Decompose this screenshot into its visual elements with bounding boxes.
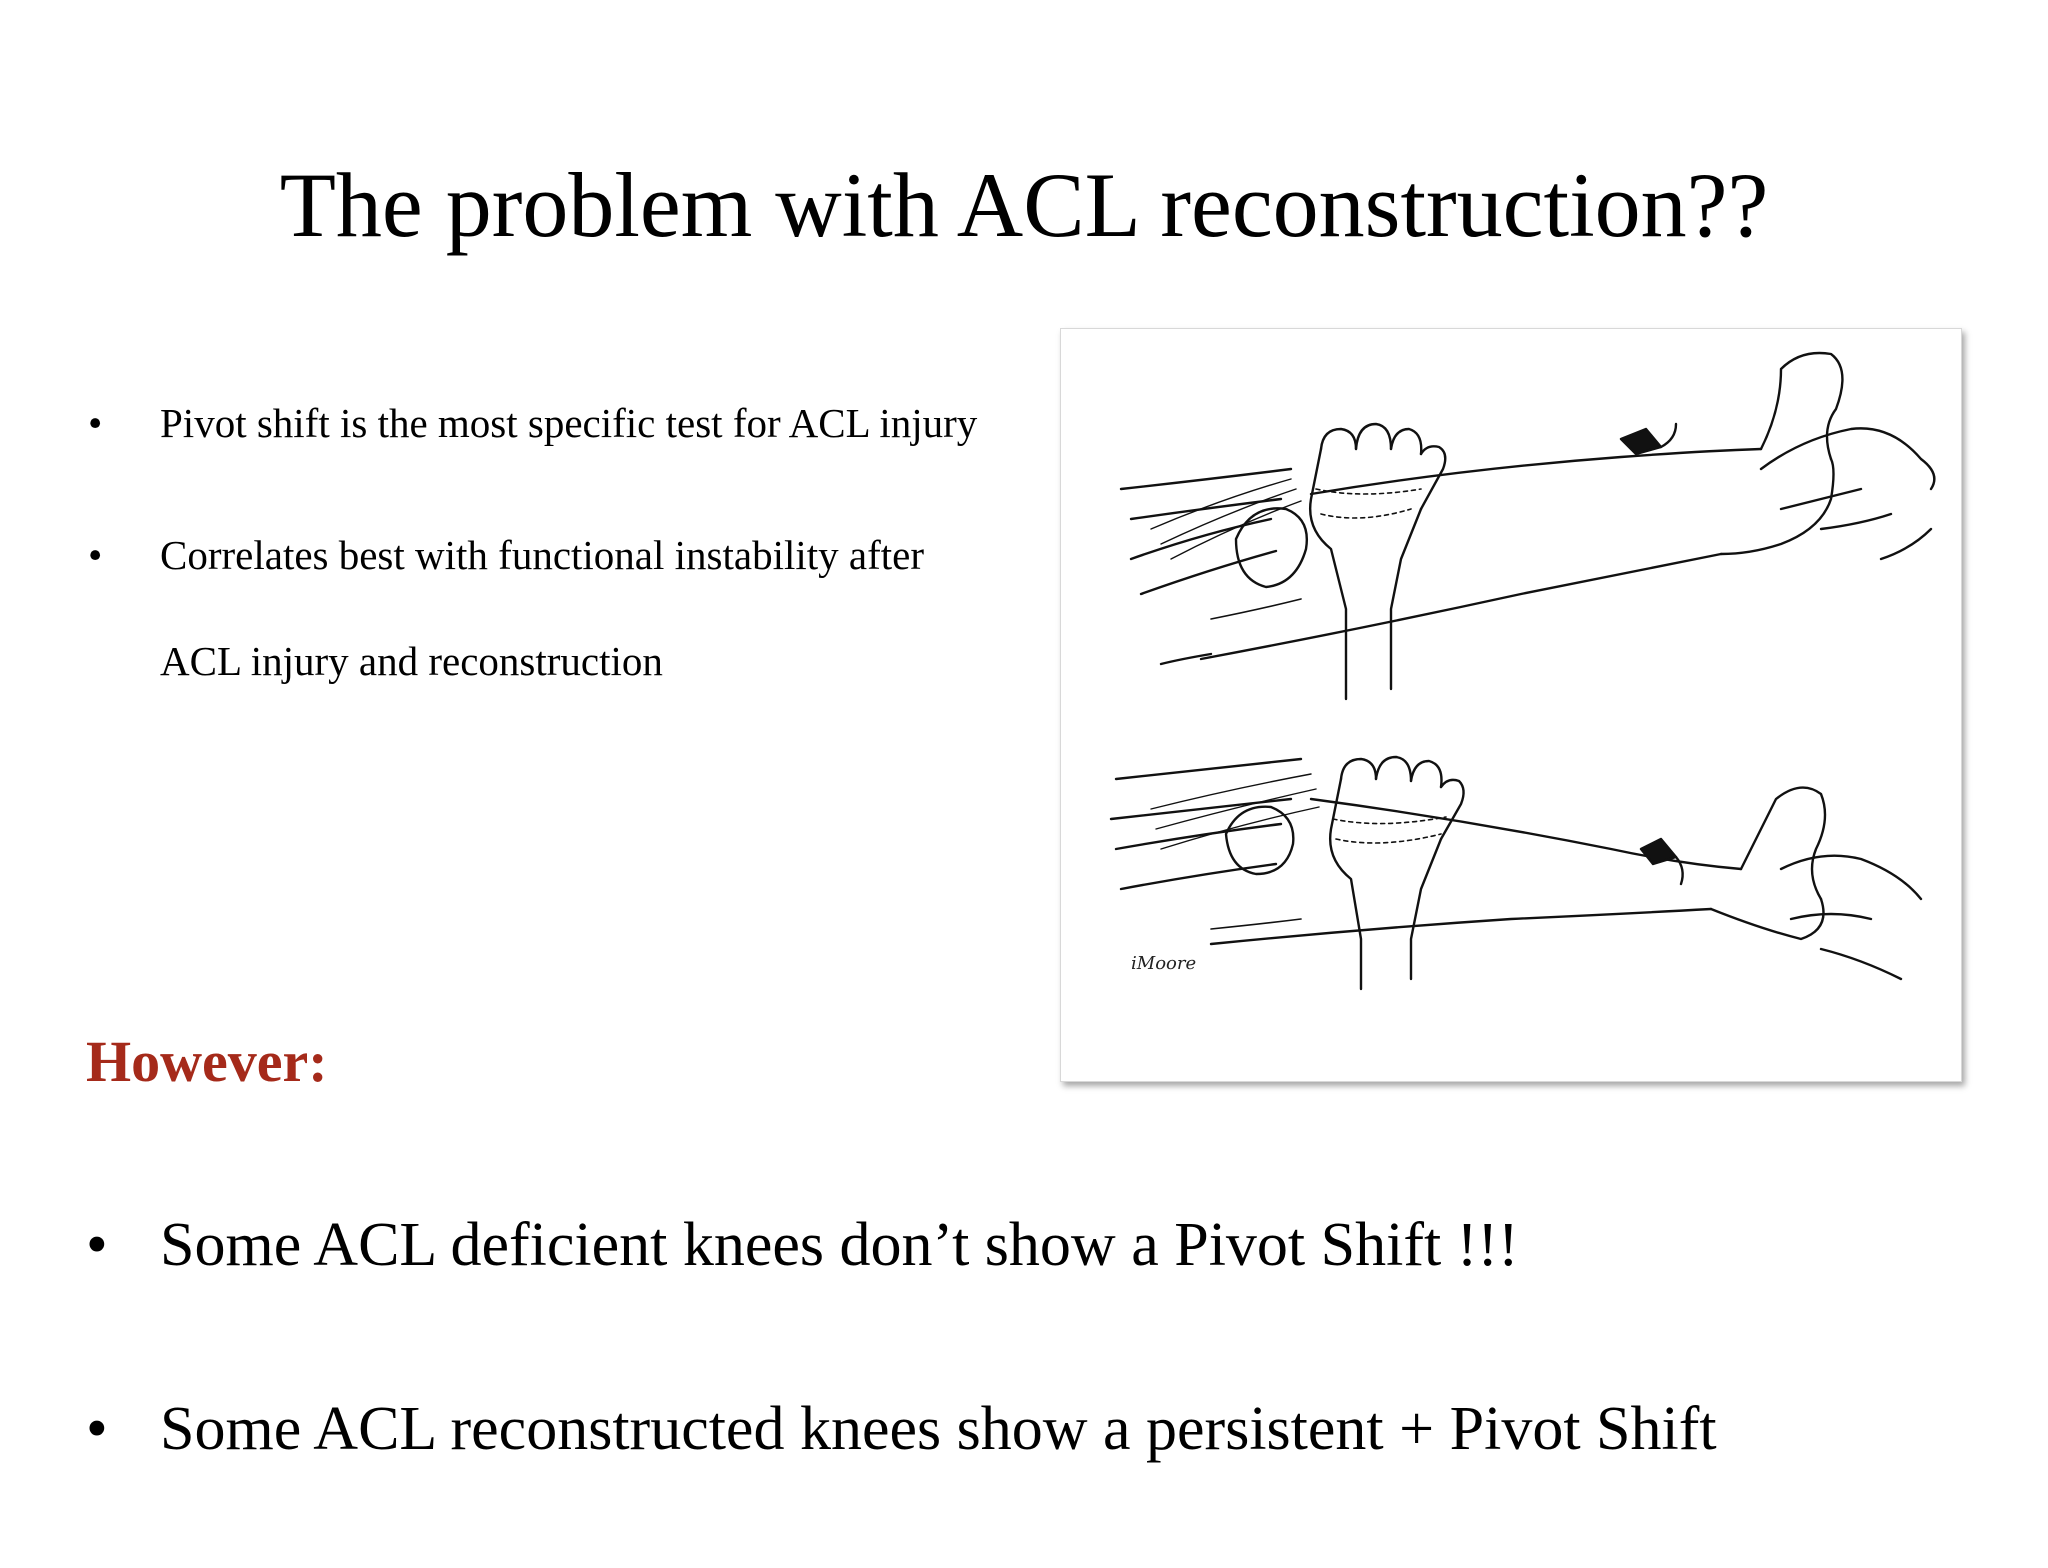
pivot-shift-drawing [1061, 329, 1961, 1081]
bullet-icon: • [88, 532, 103, 578]
intro-bullet-text: Correlates best with functional instability after ACL injury and reconstruction [160, 532, 924, 684]
however-bullet-item [80, 1200, 1980, 1290]
however-bullet-list [80, 1200, 1980, 1568]
intro-bullet-item [80, 502, 980, 714]
pivot-shift-illustration [1060, 328, 1962, 1082]
illustrator-signature: iMoore [1131, 953, 1197, 974]
slide-title: The problem with ACL reconstruction?? [279, 154, 1769, 256]
intro-bullet-text: Pivot shift is the most specific test for ACL injury [160, 400, 978, 446]
bullet-icon: • [88, 400, 103, 446]
however-bullet-item [80, 1384, 1980, 1474]
intro-bullet-list [80, 370, 980, 740]
intro-bullet-item [80, 370, 980, 476]
bullet-icon: • [86, 1211, 108, 1279]
bullet-icon: • [86, 1395, 108, 1463]
however-bullet-text: Some ACL reconstructed knees show a persistent + Pivot Shift [160, 1395, 1717, 1463]
however-bullet-text: Some ACL deficient knees don’t show a Pivot Shift !!! [160, 1211, 1519, 1279]
however-heading: However: [86, 1029, 328, 1094]
